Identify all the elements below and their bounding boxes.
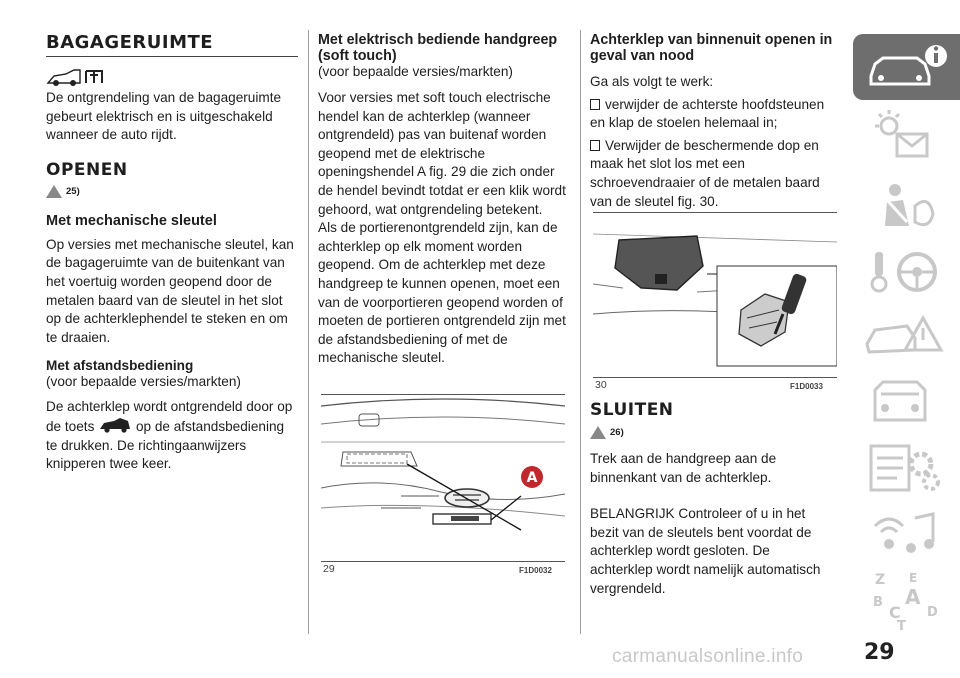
remote-note: (voor bepaalde versies/markten) bbox=[46, 374, 241, 390]
remote-text: De achterklep wordt ontgrendeld door op de toets op de afstandsbediening te drukken. De richtingaanwijzers knipperen twee keer. bbox=[46, 399, 293, 472]
column-divider bbox=[580, 30, 581, 634]
important-note: BELANGRIJK Controleer of u in het bezit van de sleutels bent voordat de achterklep wordt gesloten. De achterklep wordt namelijk automatisch vergrendeld. bbox=[590, 506, 821, 596]
checkbox-bullet-icon bbox=[590, 99, 600, 110]
dashboard-lights-icon bbox=[853, 104, 960, 170]
alphabet-index-icon bbox=[853, 568, 960, 634]
car-info-icon bbox=[853, 34, 960, 100]
emergency-intro: Ga als volgt te werk: bbox=[590, 74, 714, 89]
tab-wrench-gear[interactable] bbox=[853, 436, 960, 502]
section-title-sluiten: SLUITEN bbox=[590, 400, 674, 420]
warning-triangle-icon bbox=[46, 185, 62, 198]
accident-warning-icon bbox=[853, 304, 960, 370]
tab-dashboard-lights[interactable] bbox=[853, 104, 960, 170]
soft-touch-text-2: Als de portierenontgrendeld zijn, kan de achterklep op elk moment worden geopend. Om de achterklep met deze handgreep te kunnen openen, moet een van de voorportieren geopend worden of moeten de portieren ontgrendeld zijn met de afstandsbediening of met de mechanische sleutel. bbox=[318, 220, 566, 366]
checkbox-bullet-icon bbox=[590, 140, 600, 151]
wrench-gear-icon bbox=[853, 436, 960, 502]
car-service-icon bbox=[853, 370, 960, 436]
svg-text:D: D bbox=[927, 605, 938, 620]
seatbelt-airbag-icon bbox=[853, 172, 960, 238]
figure-number: 30 bbox=[595, 379, 607, 391]
emergency-step-2: Verwijder de beschermende dop en maak het slot los met een schroevendraaier of de metalen baard van de sleutel fig. 30. bbox=[590, 137, 820, 209]
soft-touch-note: (voor bepaalde versies/markten) bbox=[318, 64, 513, 79]
multimedia-icon bbox=[853, 502, 960, 568]
tab-seatbelt-airbag[interactable] bbox=[853, 172, 960, 238]
page-number: 29 bbox=[864, 640, 895, 665]
figure-top-rule bbox=[321, 394, 565, 395]
warning-triangle-icon bbox=[590, 426, 606, 439]
svg-text:T: T bbox=[897, 619, 906, 634]
section-title-bagageruimte: BAGAGERUIMTE bbox=[46, 33, 298, 57]
figure-bottom-rule bbox=[321, 561, 565, 562]
trunk-key-icon bbox=[98, 417, 132, 433]
column-3-lower bbox=[590, 400, 836, 598]
intro-text: De ontgrendeling van de bagageruimte gebeurt elektrisch en is uitgeschakeld wanneer de auto rijdt. bbox=[46, 90, 282, 143]
warning-ref-open: 25) bbox=[46, 185, 298, 203]
column-1 bbox=[46, 0, 298, 474]
tab-key-steering[interactable] bbox=[853, 238, 960, 304]
tab-car-info[interactable] bbox=[853, 34, 960, 100]
column-divider bbox=[308, 30, 309, 634]
subheading-emergency-open: Achterklep van binnenuit openen in geval van nood bbox=[590, 32, 833, 64]
figure-code: F1D0032 bbox=[519, 566, 552, 575]
tab-alphabet-index[interactable] bbox=[853, 568, 960, 634]
car-trunk-icon bbox=[46, 67, 106, 87]
svg-text:B: B bbox=[873, 595, 883, 610]
tab-multimedia[interactable] bbox=[853, 502, 960, 568]
watermark: carmanualsonline.info bbox=[612, 646, 804, 667]
mechanical-key-text: Op versies met mechanische sleutel, kan de bagageruimte van de buitenkant van het voertuig worden geopend door de metalen baard van de sleutel in het slot op de achterklephendel te steken en om te draaien. bbox=[46, 236, 294, 345]
svg-text:A: A bbox=[905, 585, 921, 609]
figure-code: F1D0033 bbox=[790, 382, 823, 391]
subheading-soft-touch: Met elektrisch bediende handgreep (soft touch) bbox=[318, 32, 558, 64]
subheading-remote: Met afstandsbediening bbox=[46, 358, 194, 374]
tab-car-service[interactable] bbox=[853, 370, 960, 436]
tab-accident-warning[interactable] bbox=[853, 304, 960, 370]
svg-text:E: E bbox=[909, 571, 918, 585]
subheading-mechanical-key: Met mechanische sleutel bbox=[46, 212, 217, 229]
figure-30-lock-release bbox=[593, 214, 837, 376]
svg-text:C: C bbox=[889, 603, 901, 622]
figure-number: 29 bbox=[323, 563, 335, 575]
section-title-openen: OPENEN bbox=[46, 159, 128, 180]
warning-ref-close: 26) bbox=[590, 426, 836, 444]
svg-text:Z: Z bbox=[875, 572, 886, 588]
close-text: Trek aan de handgreep aan de binnenkant van de achterklep. bbox=[590, 451, 777, 485]
soft-touch-text-1: Voor versies met soft touch electrische hendel kan de achterklep (wanneer ontgrendeld) pas van buitenaf worden geopend met de elektrische openingshendel A fig. 29 die zich onder de hendel bevindt totdat er een klik wordt gehoord, wat ontgrendeling betekent. bbox=[318, 90, 566, 217]
figure-top-rule bbox=[593, 212, 837, 213]
figure-bottom-rule bbox=[593, 377, 837, 378]
column-3 bbox=[590, 0, 836, 211]
emergency-step-1: verwijder de achterste hoofdsteunen en klap de stoelen helemaal in; bbox=[590, 96, 825, 131]
key-steering-icon bbox=[853, 238, 960, 304]
column-2 bbox=[318, 0, 570, 368]
figure-callout-a: A bbox=[526, 470, 538, 486]
figure-29-tailgate-handle bbox=[321, 396, 565, 560]
